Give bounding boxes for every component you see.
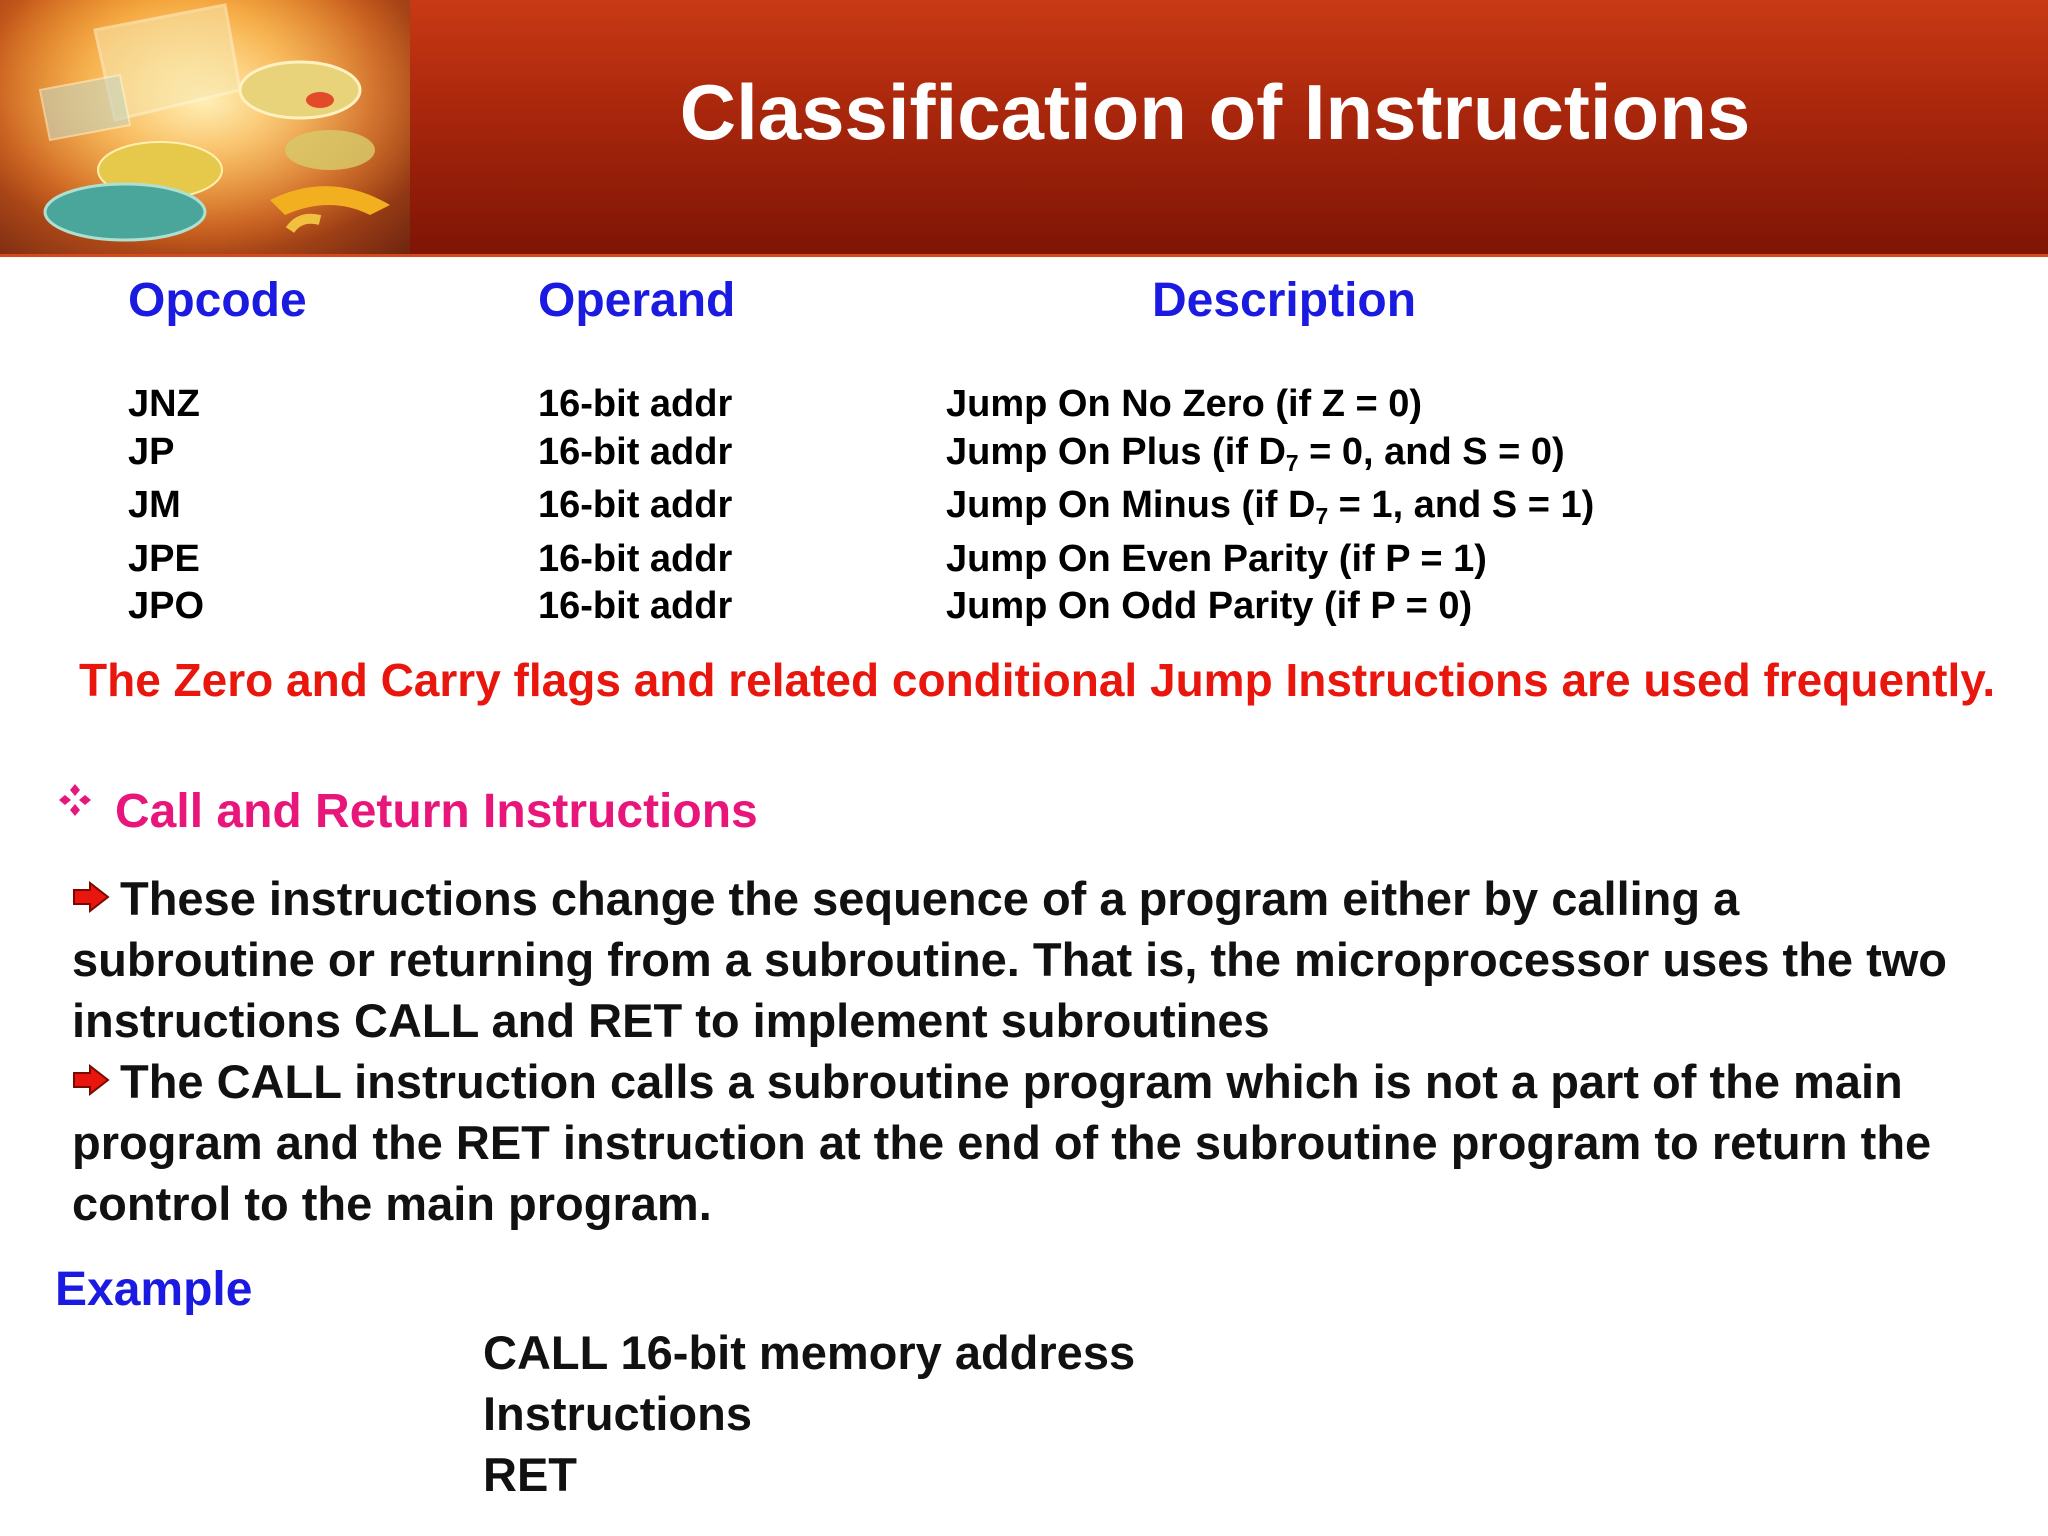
- example-line: CALL 16-bit memory address: [483, 1326, 1136, 1379]
- row-operand: 16-bit addr: [538, 431, 733, 473]
- slide-title: Classification of Instructions: [679, 68, 1751, 156]
- row-opcode: JP: [128, 431, 175, 473]
- arrow-bullet-icon: [72, 881, 110, 913]
- row-opcode: JPO: [128, 585, 205, 627]
- row-opcode: JM: [128, 484, 181, 526]
- example-line: RET: [483, 1448, 577, 1501]
- row-operand: 16-bit addr: [538, 383, 733, 425]
- example-line: Instructions: [483, 1387, 752, 1440]
- row-description: Jump On Even Parity (if P = 1): [946, 538, 1487, 580]
- example-label: Example: [55, 1263, 253, 1316]
- row-opcode: JPE: [128, 538, 200, 580]
- row-opcode: JNZ: [128, 383, 200, 425]
- column-header-operand: Operand: [538, 274, 736, 327]
- row-operand: 16-bit addr: [538, 585, 733, 627]
- row-description: Jump On Odd Parity (if P = 0): [946, 585, 1473, 627]
- row-operand: 16-bit addr: [538, 538, 733, 580]
- row-description: Jump On Minus (if $D_7 = 1$, and S = 1): [946, 484, 1595, 529]
- paragraph: These instructions change the sequence of a program either by calling a subroutine or returning from a subroutine. That is, the microprocessor uses the two instructions CALL and RET to implement subroutines: [72, 872, 1948, 1047]
- arrow-bullet-icon: [72, 1064, 110, 1096]
- column-header-description: Description: [1152, 274, 1417, 327]
- header-photo: [0, 0, 410, 254]
- optics-image: [0, 0, 410, 254]
- slide-header: [0, 0, 2048, 257]
- section-title: Call and Return Instructions: [115, 785, 758, 838]
- diamond-bullet-icon: [58, 783, 92, 817]
- row-description: Jump On No Zero (if Z = 0): [946, 383, 1423, 425]
- paragraph: The CALL instruction calls a subroutine program which is not a part of the main program and the RET instruction at the end of the subroutine program to return the control to the main program.: [72, 1055, 1932, 1230]
- column-header-opcode: Opcode: [128, 274, 307, 327]
- flags-note: The Zero and Carry flags and related conditional Jump Instructions are used frequently.: [79, 654, 1996, 706]
- row-operand: 16-bit addr: [538, 484, 733, 526]
- row-description: Jump On Plus (if $D_7 = 0$, and S = 0): [946, 431, 1565, 476]
